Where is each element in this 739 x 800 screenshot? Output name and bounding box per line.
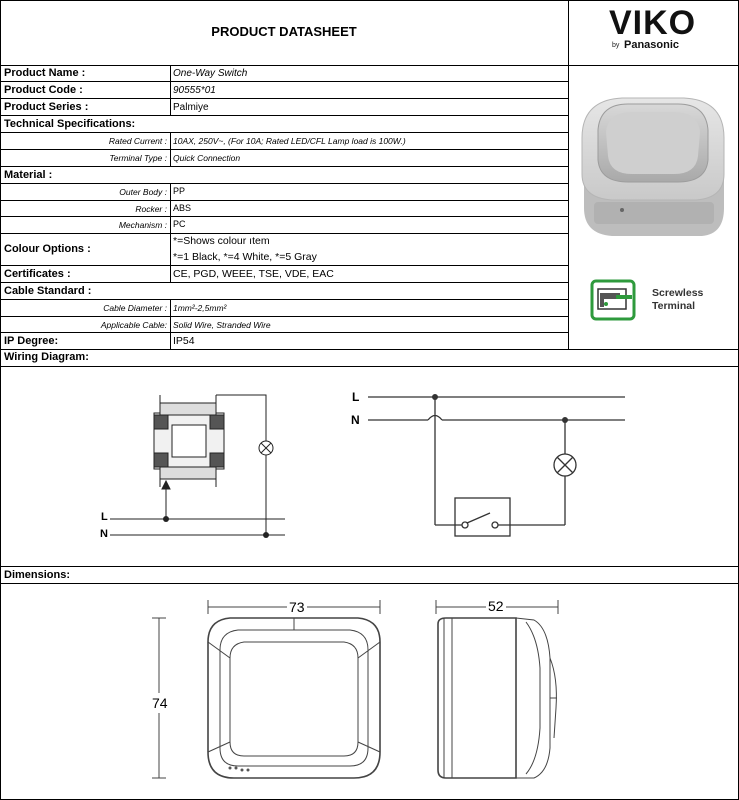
brand-name: VIKO [609,4,697,42]
divider [0,265,568,266]
applicable-cable-value: Solid Wire, Stranded Wire [173,320,271,330]
product-name-value: One-Way Switch [173,68,248,79]
mechanism-value: PC [173,219,186,229]
terminal-type-label: Terminal Type : [109,153,167,163]
wire-label-n-left: N [100,528,108,540]
colour-options-line2: *=1 Black, *=4 White, *=5 Gray [173,251,317,263]
divider [0,349,739,350]
ip-degree-value: IP54 [173,335,195,347]
applicable-cable-label: Applicable Cable: [100,320,167,330]
divider [0,81,568,82]
tech-specs-label: Technical Specifications: [4,118,136,130]
divider [170,65,171,115]
certificates-label: Certificates : [4,268,71,280]
brand-logo [600,6,720,60]
wire-label-l-right: L [352,390,360,404]
product-code-label: Product Code : [4,84,83,96]
divider [170,132,171,166]
outer-body-label: Outer Body : [119,187,167,197]
page-title: PRODUCT DATASHEET [211,24,357,39]
wiring-diagram-left [90,385,300,550]
colour-options-label: Colour Options : [4,243,91,255]
brand-panasonic: Panasonic [624,39,680,51]
divider [0,149,568,150]
cable-diameter-value: 1mm²-2,5mm² [173,303,227,313]
divider [0,98,568,99]
rocker-label: Rocker : [135,204,167,214]
divider [568,0,569,349]
wire-label-l-left: L [101,511,108,523]
colour-options-line1: *=Shows colour ıtem [173,235,270,247]
divider [0,132,568,133]
divider [0,65,739,66]
divider [0,282,568,283]
height-dimension: 74 [152,695,168,711]
product-series-value: Palmiye [173,102,209,113]
product-image [578,90,728,242]
depth-dimension: 52 [488,598,504,614]
outer-body-value: PP [173,186,186,196]
divider [0,366,739,367]
brand-by: by [612,42,620,49]
divider [170,183,171,282]
divider [0,583,739,584]
rated-current-label: Rated Current : [108,136,167,146]
screwless-terminal-icon [590,279,636,321]
dimensions-title: Dimensions: [4,569,71,581]
badge-line1: Screwless [652,287,704,299]
divider [0,166,568,167]
cable-standard-label: Cable Standard : [4,285,92,297]
wiring-diagram-title: Wiring Diagram: [4,351,89,363]
material-label: Material : [4,169,53,181]
mechanism-label: Mechanism : [118,220,167,230]
product-series-label: Product Series : [4,101,89,113]
front-view-drawing [150,598,400,788]
divider [0,332,568,333]
divider [0,316,568,317]
width-dimension: 73 [289,599,305,615]
divider [0,200,568,201]
wiring-diagram-right [360,385,640,545]
product-name-label: Product Name : [4,67,86,79]
divider [0,299,568,300]
ip-degree-label: IP Degree: [4,335,59,347]
terminal-type-value: Quick Connection [173,153,241,163]
divider [0,183,568,184]
divider [170,299,171,349]
wire-label-n-right: N [351,413,360,427]
side-view-drawing [430,598,570,788]
divider [0,566,739,567]
certificates-value: CE, PGD, WEEE, TSE, VDE, EAC [173,268,334,280]
divider [0,115,568,116]
divider [0,216,568,217]
rocker-value: ABS [173,203,192,213]
product-code-value: 90555*01 [173,85,216,96]
cable-diameter-label: Cable Diameter : [103,303,167,313]
badge-line2: Terminal [652,300,695,312]
rated-current-value: 10AX, 250V~, (For 10A; Rated LED/CFL Lamp load is 100W.) [173,136,406,146]
divider [0,233,568,234]
